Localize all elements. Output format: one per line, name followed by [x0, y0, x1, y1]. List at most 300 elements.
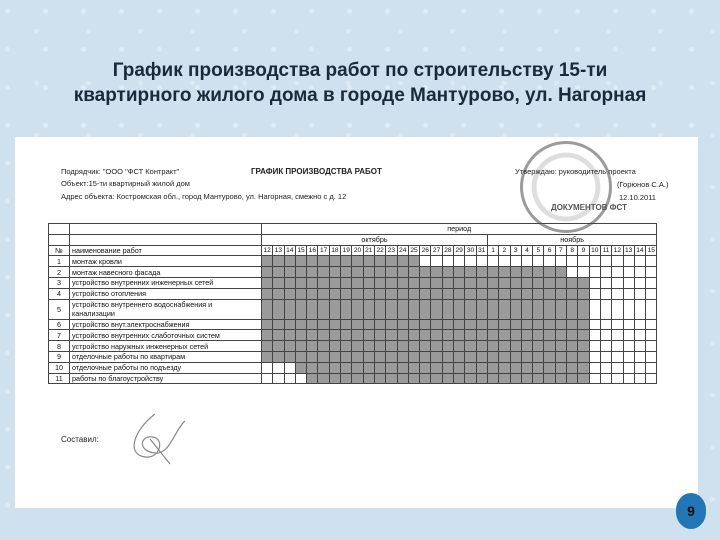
gantt-empty-cell	[623, 288, 634, 299]
day-header: 13	[624, 246, 633, 254]
gantt-bar-cell	[533, 373, 544, 384]
gantt-bar-cell	[329, 351, 340, 362]
gantt-bar-cell	[341, 267, 352, 278]
task-name-line1: устройство внутреннего водоснабжения и	[72, 300, 213, 310]
gantt-bar-cell	[262, 277, 273, 288]
table-row	[49, 277, 657, 288]
gantt-empty-cell	[646, 277, 657, 288]
gantt-empty-cell	[578, 256, 589, 267]
gantt-empty-cell	[623, 351, 634, 362]
gantt-bar-cell	[408, 319, 419, 330]
gantt-empty-cell	[567, 267, 578, 278]
gantt-bar-cell	[295, 288, 306, 299]
gantt-bar-cell	[329, 373, 340, 384]
gantt-empty-cell	[273, 373, 284, 384]
gantt-empty-cell	[600, 267, 611, 278]
gantt-bar-cell	[420, 288, 431, 299]
day-header: 14	[636, 246, 644, 254]
gantt-bar-cell	[341, 288, 352, 299]
gantt-bar-cell	[307, 330, 318, 341]
gantt-bar-cell	[318, 256, 329, 267]
stamp-text: ДОКУМЕНТОВ ФСТ	[551, 203, 627, 212]
gantt-bar-cell	[578, 319, 589, 330]
gantt-bar-cell	[465, 288, 476, 299]
gantt-bar-cell	[521, 267, 532, 278]
gantt-bar-cell	[273, 299, 284, 319]
gantt-bar-cell	[295, 256, 306, 267]
gantt-bar-cell	[567, 373, 578, 384]
gantt-bar-cell	[341, 299, 352, 319]
gantt-bar-cell	[408, 267, 419, 278]
gantt-bar-cell	[307, 277, 318, 288]
gantt-bar-cell	[555, 362, 566, 373]
day-header: 31	[478, 246, 486, 254]
gantt-empty-cell	[521, 256, 532, 267]
gantt-bar-cell	[397, 351, 408, 362]
gantt-empty-cell	[600, 330, 611, 341]
gantt-empty-cell	[634, 277, 645, 288]
header-days-row	[49, 245, 657, 256]
gantt-bar-cell	[476, 319, 487, 330]
gantt-empty-cell	[623, 319, 634, 330]
gantt-bar-cell	[555, 341, 566, 352]
gantt-bar-cell	[318, 277, 329, 288]
gantt-empty-cell	[600, 351, 611, 362]
gantt-empty-cell	[646, 341, 657, 352]
day-header: 25	[410, 246, 418, 254]
gantt-bar-cell	[487, 267, 498, 278]
gantt-bar-cell	[318, 288, 329, 299]
gantt-empty-cell	[273, 362, 284, 373]
gantt-bar-cell	[555, 267, 566, 278]
gantt-bar-cell	[341, 362, 352, 373]
gantt-empty-cell	[600, 319, 611, 330]
gantt-bar-cell	[262, 341, 273, 352]
gantt-bar-cell	[544, 288, 555, 299]
gantt-empty-cell	[634, 351, 645, 362]
gantt-bar-cell	[533, 288, 544, 299]
gantt-bar-cell	[363, 256, 374, 267]
gantt-empty-cell	[646, 362, 657, 373]
gantt-bar-cell	[454, 362, 465, 373]
page-number-badge	[676, 493, 706, 529]
gantt-bar-cell	[533, 330, 544, 341]
header-num: №	[49, 245, 70, 256]
gantt-bar-cell	[465, 330, 476, 341]
gantt-empty-cell	[646, 351, 657, 362]
day-header: 19	[342, 246, 350, 254]
gantt-empty-cell	[612, 373, 623, 384]
gantt-bar-cell	[273, 277, 284, 288]
gantt-bar-cell	[397, 341, 408, 352]
gantt-empty-cell	[589, 267, 600, 278]
approver-name: (Горюнов С.А.)	[617, 180, 669, 189]
table-row	[49, 341, 657, 352]
gantt-bar-cell	[341, 330, 352, 341]
gantt-bar-cell	[341, 277, 352, 288]
gantt-empty-cell	[555, 256, 566, 267]
gantt-bar-cell	[499, 362, 510, 373]
gantt-table	[48, 223, 657, 384]
gantt-bar-cell	[284, 277, 295, 288]
gantt-empty-cell	[600, 362, 611, 373]
table-row	[49, 299, 657, 319]
row-number: 1	[49, 256, 70, 267]
gantt-bar-cell	[386, 288, 397, 299]
gantt-bar-cell	[567, 341, 578, 352]
gantt-empty-cell	[612, 362, 623, 373]
gantt-bar-cell	[341, 256, 352, 267]
gantt-empty-cell	[295, 373, 306, 384]
gantt-empty-cell	[600, 299, 611, 319]
gantt-empty-cell	[544, 256, 555, 267]
gantt-empty-cell	[589, 319, 600, 330]
gantt-empty-cell	[646, 299, 657, 319]
gantt-empty-cell	[634, 256, 645, 267]
gantt-bar-cell	[374, 267, 385, 278]
gantt-bar-cell	[352, 256, 363, 267]
gantt-bar-cell	[578, 341, 589, 352]
gantt-bar-cell	[363, 277, 374, 288]
table-row	[49, 373, 657, 384]
gantt-bar-cell	[431, 373, 442, 384]
task-name: монтаж кровли	[70, 256, 262, 267]
gantt-bar-cell	[374, 299, 385, 319]
day-header: 6	[544, 245, 555, 256]
day-header: 21	[365, 246, 373, 254]
blank-cell	[49, 234, 70, 245]
gantt-bar-cell	[341, 341, 352, 352]
gantt-empty-cell	[623, 256, 634, 267]
gantt-bar-cell	[454, 319, 465, 330]
blank-cell	[70, 234, 262, 245]
day-header: 10	[591, 246, 599, 254]
gantt-bar-cell	[420, 319, 431, 330]
gantt-bar-cell	[578, 277, 589, 288]
gantt-bar-cell	[307, 288, 318, 299]
approval-line: Утверждаю: руководитель проекта	[515, 167, 636, 176]
gantt-bar-cell	[408, 256, 419, 267]
gantt-bar-cell	[374, 277, 385, 288]
gantt-bar-cell	[431, 299, 442, 319]
gantt-bar-cell	[420, 277, 431, 288]
gantt-bar-cell	[476, 288, 487, 299]
gantt-bar-cell	[329, 319, 340, 330]
gantt-bar-cell	[521, 341, 532, 352]
row-number: 11	[49, 373, 70, 384]
gantt-bar-cell	[262, 351, 273, 362]
gantt-bar-cell	[567, 277, 578, 288]
table-row	[49, 319, 657, 330]
gantt-bar-cell	[341, 319, 352, 330]
gantt-bar-cell	[454, 299, 465, 319]
gantt-bar-cell	[431, 351, 442, 362]
gantt-bar-cell	[273, 288, 284, 299]
gantt-bar-cell	[386, 341, 397, 352]
gantt-bar-cell	[295, 341, 306, 352]
gantt-bar-cell	[408, 351, 419, 362]
gantt-bar-cell	[374, 362, 385, 373]
gantt-bar-cell	[352, 277, 363, 288]
row-number: 10	[49, 362, 70, 373]
day-header: 22	[376, 246, 384, 254]
gantt-bar-cell	[555, 330, 566, 341]
gantt-bar-cell	[352, 288, 363, 299]
gantt-bar-cell	[521, 299, 532, 319]
gantt-bar-cell	[567, 299, 578, 319]
task-name: работы по благоустройству	[70, 373, 262, 384]
gantt-bar-cell	[521, 319, 532, 330]
gantt-bar-cell	[352, 319, 363, 330]
gantt-empty-cell	[589, 277, 600, 288]
day-header: 18	[331, 246, 339, 254]
gantt-bar-cell	[374, 341, 385, 352]
gantt-bar-cell	[273, 351, 284, 362]
gantt-bar-cell	[408, 299, 419, 319]
gantt-empty-cell	[612, 267, 623, 278]
gantt-bar-cell	[262, 330, 273, 341]
table-row	[49, 351, 657, 362]
gantt-bar-cell	[454, 351, 465, 362]
gantt-bar-cell	[476, 330, 487, 341]
gantt-empty-cell	[600, 277, 611, 288]
gantt-bar-cell	[521, 288, 532, 299]
gantt-empty-cell	[612, 330, 623, 341]
gantt-empty-cell	[623, 330, 634, 341]
gantt-empty-cell	[612, 299, 623, 319]
gantt-empty-cell	[567, 256, 578, 267]
gantt-bar-cell	[454, 277, 465, 288]
gantt-bar-cell	[329, 267, 340, 278]
day-header: 15	[647, 246, 655, 254]
gantt-bar-cell	[578, 351, 589, 362]
gantt-bar-cell	[533, 351, 544, 362]
gantt-bar-cell	[487, 362, 498, 373]
gantt-bar-cell	[544, 330, 555, 341]
row-number: 9	[49, 351, 70, 362]
gantt-bar-cell	[408, 341, 419, 352]
gantt-empty-cell	[612, 319, 623, 330]
gantt-bar-cell	[284, 330, 295, 341]
gantt-bar-cell	[431, 277, 442, 288]
gantt-bar-cell	[307, 362, 318, 373]
gantt-bar-cell	[329, 277, 340, 288]
gantt-empty-cell	[646, 256, 657, 267]
gantt-bar-cell	[374, 330, 385, 341]
gantt-bar-cell	[408, 288, 419, 299]
contractor-line: Подрядчик: "ООО "ФСТ Контракт"	[61, 167, 180, 176]
gantt-bar-cell	[442, 362, 453, 373]
gantt-bar-cell	[544, 362, 555, 373]
gantt-bar-cell	[273, 341, 284, 352]
gantt-empty-cell	[634, 299, 645, 319]
gantt-bar-cell	[533, 319, 544, 330]
gantt-bar-cell	[363, 351, 374, 362]
gantt-bar-cell	[318, 299, 329, 319]
slide-title-line2: квартирного жилого дома в городе Мантурово, ул. Нагорная	[73, 85, 647, 106]
gantt-bar-cell	[295, 330, 306, 341]
gantt-empty-cell	[589, 288, 600, 299]
gantt-bar-cell	[352, 341, 363, 352]
object-line: Объект:15-ти квартирный жилой дом	[61, 179, 190, 188]
day-header: 2	[499, 245, 510, 256]
gantt-bar-cell	[397, 319, 408, 330]
gantt-bar-cell	[273, 267, 284, 278]
gantt-bar-cell	[476, 373, 487, 384]
gantt-bar-cell	[374, 351, 385, 362]
gantt-bar-cell	[284, 351, 295, 362]
gantt-bar-cell	[533, 267, 544, 278]
day-header: 27	[432, 246, 441, 254]
row-number: 2	[49, 267, 70, 278]
gantt-empty-cell	[646, 319, 657, 330]
gantt-bar-cell	[431, 319, 442, 330]
gantt-empty-cell	[499, 256, 510, 267]
day-header: 13	[274, 246, 283, 254]
gantt-bar-cell	[420, 341, 431, 352]
day-header: 12	[263, 246, 271, 254]
gantt-bar-cell	[487, 299, 498, 319]
day-header: 16	[308, 246, 316, 254]
approval-date: 12.10.2011	[619, 193, 656, 202]
gantt-empty-cell	[476, 256, 487, 267]
gantt-bar-cell	[442, 299, 453, 319]
gantt-empty-cell	[589, 373, 600, 384]
gantt-bar-cell	[363, 267, 374, 278]
gantt-bar-cell	[374, 256, 385, 267]
month-october: октябрь	[262, 234, 488, 245]
gantt-bar-cell	[499, 267, 510, 278]
gantt-empty-cell	[634, 330, 645, 341]
gantt-empty-cell	[589, 330, 600, 341]
gantt-bar-cell	[510, 319, 521, 330]
gantt-bar-cell	[374, 373, 385, 384]
gantt-bar-cell	[454, 267, 465, 278]
day-header: 8	[567, 245, 578, 256]
gantt-bar-cell	[544, 277, 555, 288]
gantt-bar-cell	[262, 299, 273, 319]
gantt-bar-cell	[431, 267, 442, 278]
gantt-bar-cell	[307, 267, 318, 278]
gantt-empty-cell	[646, 373, 657, 384]
gantt-bar-cell	[352, 351, 363, 362]
day-header: 15	[297, 246, 305, 254]
gantt-bar-cell	[318, 351, 329, 362]
gantt-empty-cell	[420, 256, 431, 267]
row-number: 5	[49, 299, 70, 319]
gantt-empty-cell	[578, 267, 589, 278]
gantt-bar-cell	[408, 362, 419, 373]
gantt-bar-cell	[476, 351, 487, 362]
gantt-bar-cell	[341, 373, 352, 384]
gantt-bar-cell	[521, 362, 532, 373]
row-number: 8	[49, 341, 70, 352]
gantt-bar-cell	[386, 373, 397, 384]
scanned-document	[15, 137, 698, 508]
gantt-bar-cell	[262, 288, 273, 299]
gantt-empty-cell	[634, 362, 645, 373]
gantt-bar-cell	[397, 256, 408, 267]
task-name	[70, 299, 262, 319]
gantt-bar-cell	[499, 299, 510, 319]
gantt-bar-cell	[567, 288, 578, 299]
gantt-bar-cell	[284, 299, 295, 319]
gantt-empty-cell	[284, 362, 295, 373]
gantt-empty-cell	[612, 288, 623, 299]
gantt-bar-cell	[442, 277, 453, 288]
address-line: Адрес объекта: Костромская обл., город Мантурово, ул. Нагорная, смежно с д. 12	[61, 192, 347, 201]
gantt-bar-cell	[442, 351, 453, 362]
row-number: 6	[49, 319, 70, 330]
gantt-bar-cell	[431, 341, 442, 352]
gantt-bar-cell	[454, 341, 465, 352]
gantt-empty-cell	[634, 341, 645, 352]
gantt-empty-cell	[284, 373, 295, 384]
day-header: 4	[521, 245, 532, 256]
gantt-bar-cell	[397, 277, 408, 288]
gantt-bar-cell	[442, 330, 453, 341]
table-row	[49, 362, 657, 373]
gantt-bar-cell	[567, 362, 578, 373]
gantt-bar-cell	[386, 299, 397, 319]
gantt-bar-cell	[487, 373, 498, 384]
table-row	[49, 288, 657, 299]
gantt-bar-cell	[510, 373, 521, 384]
row-number: 3	[49, 277, 70, 288]
slide-title	[0, 58, 720, 108]
header-name: наименование работ	[70, 245, 262, 256]
gantt-bar-cell	[397, 267, 408, 278]
table-row	[49, 267, 657, 278]
day-header: 28	[444, 246, 452, 254]
gantt-bar-cell	[262, 267, 273, 278]
gantt-bar-cell	[465, 351, 476, 362]
gantt-bar-cell	[420, 362, 431, 373]
gantt-bar-cell	[510, 288, 521, 299]
gantt-bar-cell	[408, 373, 419, 384]
gantt-bar-cell	[363, 362, 374, 373]
task-name: устройство отопления	[70, 288, 262, 299]
row-number: 7	[49, 330, 70, 341]
gantt-empty-cell	[600, 288, 611, 299]
task-name: устройство внут.электроснабжения	[70, 319, 262, 330]
gantt-bar-cell	[408, 330, 419, 341]
gantt-bar-cell	[567, 319, 578, 330]
gantt-empty-cell	[646, 267, 657, 278]
gantt-bar-cell	[295, 267, 306, 278]
header-period-row	[49, 224, 657, 235]
gantt-bar-cell	[454, 288, 465, 299]
gantt-empty-cell	[262, 362, 273, 373]
month-november: ноябрь	[487, 234, 656, 245]
gantt-bar-cell	[510, 351, 521, 362]
gantt-bar-cell	[352, 373, 363, 384]
gantt-bar-cell	[420, 330, 431, 341]
gantt-bar-cell	[465, 341, 476, 352]
gantt-bar-cell	[487, 351, 498, 362]
gantt-bar-cell	[397, 288, 408, 299]
gantt-bar-cell	[352, 267, 363, 278]
gantt-bar-cell	[487, 288, 498, 299]
gantt-bar-cell	[555, 319, 566, 330]
gantt-bar-cell	[307, 351, 318, 362]
gantt-bar-cell	[284, 267, 295, 278]
gantt-bar-cell	[386, 319, 397, 330]
gantt-bar-cell	[352, 362, 363, 373]
gantt-empty-cell	[646, 330, 657, 341]
gantt-empty-cell	[612, 277, 623, 288]
gantt-empty-cell	[612, 351, 623, 362]
